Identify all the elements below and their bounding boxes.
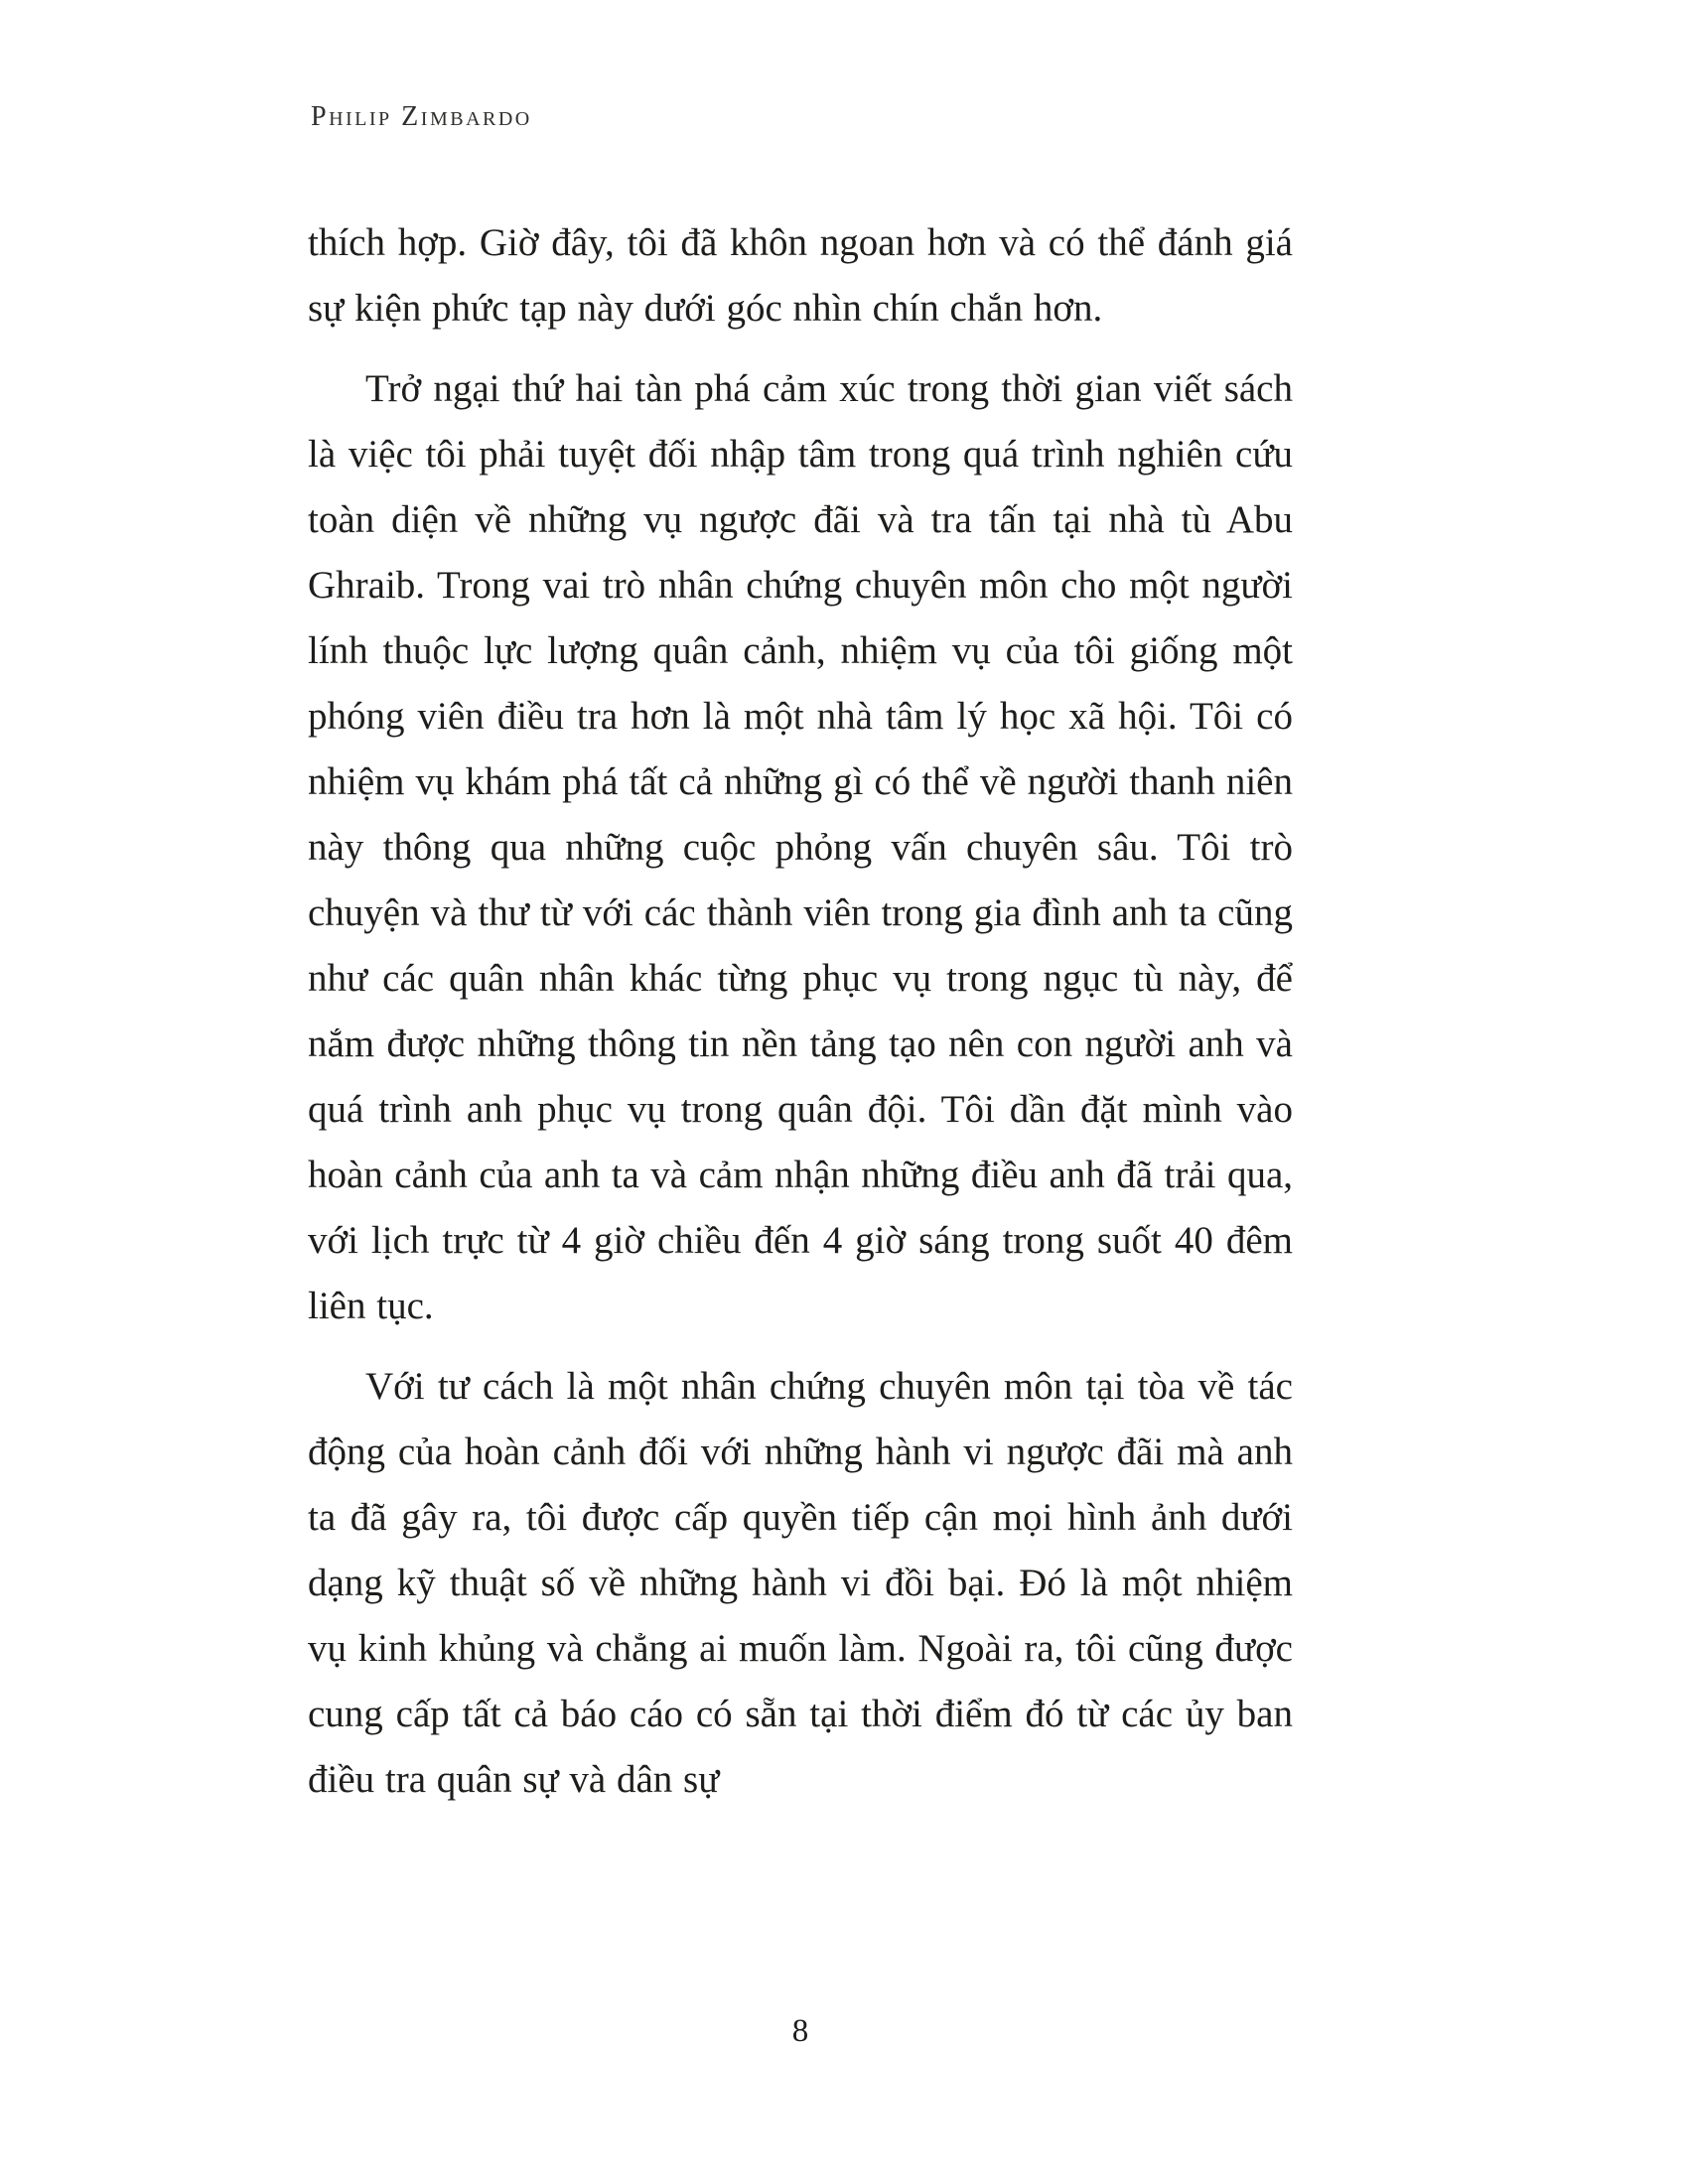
paragraph-continuation: thích hợp. Giờ đây, tôi đã khôn ngoan hơn và có thể đánh giá sự kiện phức tạp này dưới góc nhìn chín chắn hơn. (308, 221, 1293, 330)
running-header (311, 101, 532, 133)
running-header-title: Philip Zimbardo (311, 101, 532, 132)
paragraph: Với tư cách là một nhân chứng chuyên môn tại tòa về tác động của hoàn cảnh đối với những hành vi ngược đãi mà anh ta đã gây ra, tôi được cấp quyền tiếp cận mọi hình ảnh dưới dạng kỹ thuật số về những hành vi đồi bại. Đó là một nhiệm vụ kinh khủng và chẳng ai muốn làm. Ngoài ra, tôi cũng được cung cấp tất cả báo cáo có sẵn tại thời điểm đó từ các ủy ban điều tra quân sự và dân sự (308, 1365, 1293, 1801)
paragraph: Trở ngại thứ hai tàn phá cảm xúc trong thời gian viết sách là việc tôi phải tuyệt đối nhập tâm trong quá trình nghiên cứu toàn diện về những vụ ngược đãi và tra tấn tại nhà tù Abu Ghraib. Trong vai trò nhân chứng chuyên môn cho một người lính thuộc lực lượng quân cảnh, nhiệm vụ của tôi giống một phóng viên điều tra hơn là một nhà tâm lý học xã hội. Tôi có nhiệm vụ khám phá tất cả những gì có thể về người thanh niên này thông qua những cuộc phỏng vấn chuyên sâu. Tôi trò chuyện và thư từ với các thành viên trong gia đình anh ta cũng như các quân nhân khác từng phục vụ trong ngục tù này, để nắm được những thông tin nền tảng tạo nên con người anh và quá trình anh phục vụ trong quân đội. Tôi dần đặt mình vào hoàn cảnh của anh ta và cảm nhận những điều anh đã trải qua, với lịch trực từ 4 giờ chiều đến 4 giờ sáng trong suốt 40 đêm liên tục. (308, 367, 1293, 1327)
body-text (308, 210, 1293, 1828)
page-number: 8 (791, 2013, 809, 2049)
page-footer (308, 2013, 1293, 2050)
